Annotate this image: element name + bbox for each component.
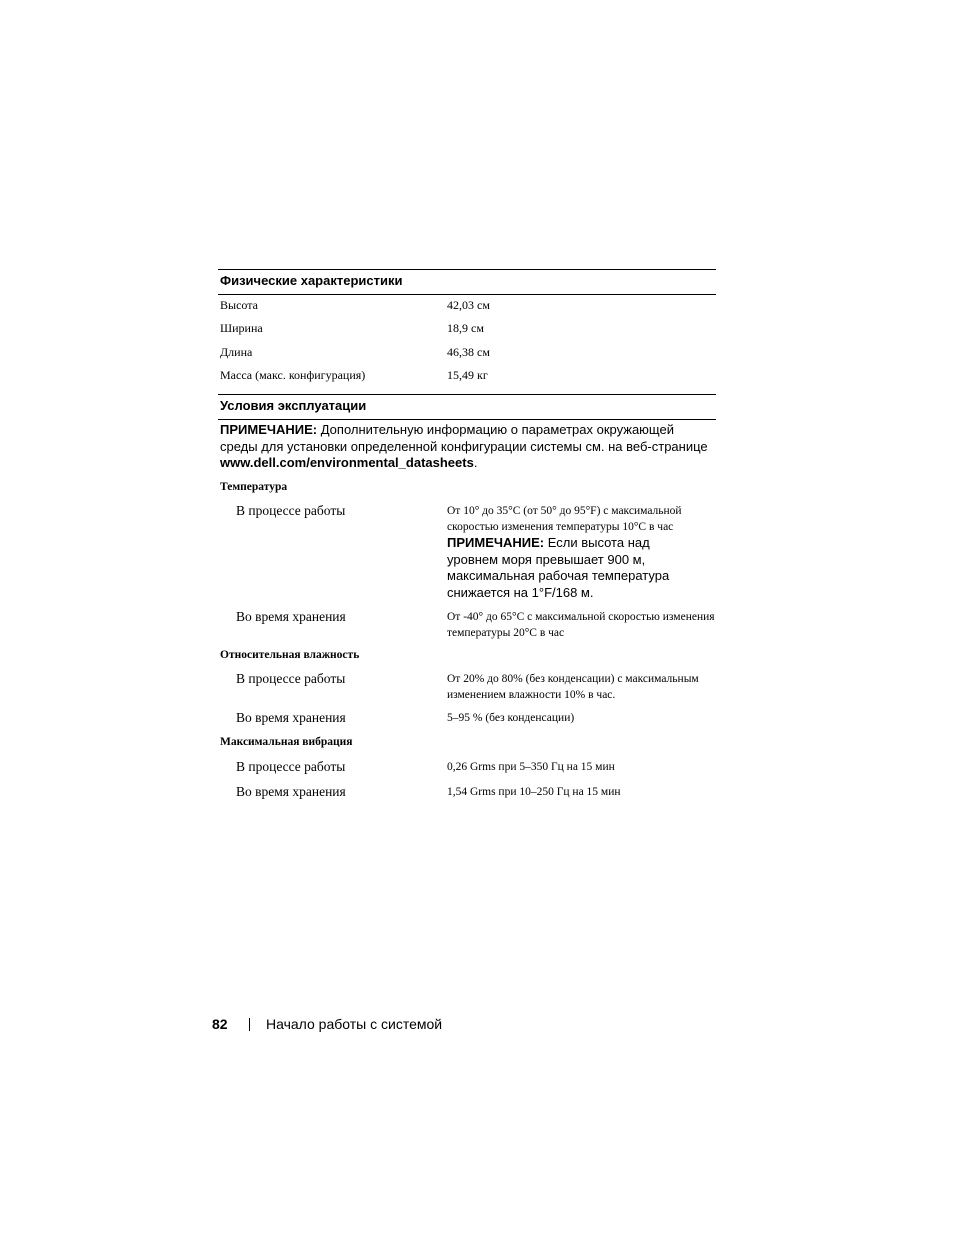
footer-title: Начало работы с системой: [266, 1016, 443, 1032]
vibration-operating-label: В процессе работы: [236, 759, 346, 774]
temperature-storage-value: От -40° до 65°C с максимальной скоростью изменения температуры 20°C в час: [447, 611, 715, 639]
humidity-group-title: Относительная влажность: [220, 649, 360, 661]
length-label: Длина: [220, 345, 253, 359]
humidity-operating-value: От 20% до 80% (без конденсации) с максимальным изменением влажности 10% в час.: [447, 673, 699, 701]
humidity-operating-label: В процессе работы: [236, 671, 346, 686]
datasheets-link[interactable]: www.dell.com/environmental_datasheets: [220, 455, 474, 470]
note-text: Если высота над уровнем моря превышает 900 м, максимальная рабочая температура снижается на 1°F/168 м.: [447, 535, 670, 600]
section-rule: [218, 394, 716, 395]
note-text: Дополнительную информацию о параметрах окружающей среды для установки определенной конфигурации системы см. на веб-странице: [220, 422, 708, 454]
vibration-storage-label: Во время хранения: [236, 784, 346, 799]
environment-section-title: Условия эксплуатации: [220, 398, 367, 413]
footer-separator: [249, 1018, 250, 1031]
note-end: .: [473, 455, 478, 470]
section-rule: [218, 419, 716, 420]
vibration-group-title: Максимальная вибрация: [220, 736, 353, 748]
temperature-operating-label: В процессе работы: [236, 503, 346, 518]
temperature-operating-value: От 10° до 35°C (от 50° до 95°F) с максимальной скоростью изменения температуры 10°C в час: [447, 505, 682, 533]
humidity-storage-value: 5–95 % (без конденсации): [447, 712, 575, 724]
section-rule: [218, 294, 716, 295]
temperature-group-title: Температура: [220, 481, 288, 493]
weight-value: 15,49 кг: [447, 368, 488, 382]
note-label: ПРИМЕЧАНИЕ:: [447, 535, 545, 550]
humidity-storage-label: Во время хранения: [236, 710, 346, 725]
page-number: 82: [212, 1016, 228, 1032]
width-value: 18,9 см: [447, 321, 484, 335]
vibration-operating-value: 0,26 Grms при 5–350 Гц на 15 мин: [447, 761, 615, 773]
height-value: 42,03 см: [447, 298, 490, 312]
weight-label: Масса (макс. конфигурация): [220, 368, 366, 382]
temperature-operating-note: [447, 535, 697, 601]
environment-note: [220, 422, 712, 472]
length-value: 46,38 см: [447, 345, 490, 359]
width-label: Ширина: [220, 321, 263, 335]
table-top-rule: [218, 269, 716, 270]
physical-section-title: Физические характеристики: [220, 273, 403, 288]
temperature-storage-label: Во время хранения: [236, 609, 346, 624]
height-label: Высота: [220, 298, 258, 312]
note-label: ПРИМЕЧАНИЕ:: [220, 422, 318, 437]
vibration-storage-value: 1,54 Grms при 10–250 Гц на 15 мин: [447, 786, 621, 798]
